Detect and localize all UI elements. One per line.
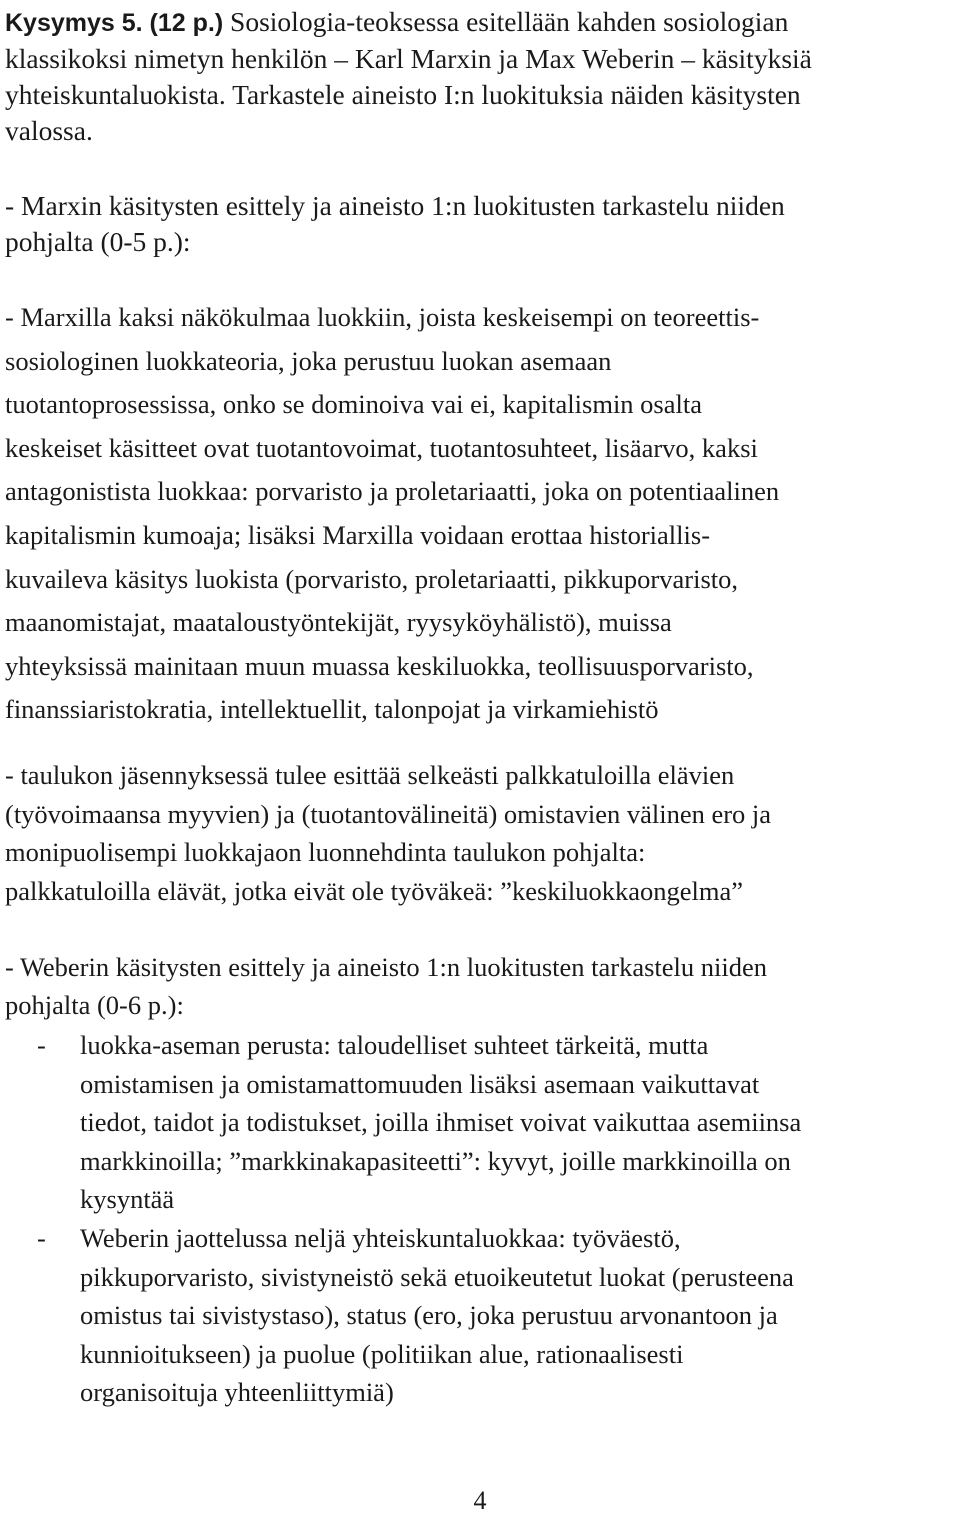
heading-line: - Weberin käsitysten esittely ja aineisto 1:n luokitusten tarkastelu niiden [5,952,768,982]
body-line: finanssiaristokratia, intellektuellit, talonpojat ja virkamiehistö [5,694,659,725]
body-line: - Marxilla kaksi näkökulmaa luokkiin, joista keskeisempi on teoreettis- [5,302,760,332]
item-line: kysyntää [80,1184,175,1215]
weber-bullet-list [5,1026,960,1412]
body-line: yhteyksissä mainitaan muun muassa keskiluokka, teollisuusporvaristo, [5,650,754,681]
item-line: omistamisen ja omistamattomuuden lisäksi asemaan vaikuttavat [80,1068,760,1099]
body-line: palkkatuloilla elävät, jotka eivät ole työväkeä: ”keskiluokkaongelma” [5,876,744,907]
body-line: monipuolisempi luokkajaon luonnehdinta taulukon pohjalta: [5,837,646,868]
marx-body-paragraph [5,296,955,732]
item-line: markkinoilla; ”markkinakapasiteetti”: kyvyt, joille markkinoilla on [80,1145,791,1176]
body-line: - taulukon jäsennyksessä tulee esittää selkeästi palkkatuloilla elävien [5,760,735,790]
item-line: kunnioitukseen) ja puolue (politiikan alue, rationaalisesti [80,1338,684,1369]
list-item [5,1219,960,1412]
dash-bullet: - [37,1030,46,1060]
item-line: tiedot, taidot ja todistukset, joilla ihmiset voivat vaikuttaa asemiinsa [80,1107,802,1138]
body-line: keskeiset käsitteet ovat tuotantovoimat, tuotantosuhteet, lisäarvo, kaksi [5,432,758,463]
question-line [5,4,955,41]
question-line: klassikoksi nimetyn henkilön – Karl Marxin ja Max Weberin – käsityksiä [5,43,812,74]
item-line: pikkuporvaristo, sivistyneistö sekä etuoikeutetut luokat (perusteena [80,1261,794,1292]
item-line: Weberin jaottelussa neljä yhteiskuntaluokkaa: työväestö, [80,1222,681,1253]
heading-line: - Marxin käsitysten esittely ja aineisto 1:n luokitusten tarkastelu niiden [5,190,785,221]
body-line: kuvaileva käsitys luokista (porvaristo, proletariaatti, pikkuporvaristo, [5,563,738,594]
marx-section-heading [5,188,955,260]
question-label: Kysymys 5. (12 p.) [5,9,224,37]
heading-line: pohjalta (0-5 p.): [5,226,191,257]
item-line: luokka-aseman perusta: taloudelliset suhteet tärkeitä, mutta [80,1030,709,1060]
page-number: 4 [473,1486,487,1515]
question-line: yhteiskuntaluokista. Tarkastele aineisto I:n luokituksia näiden käsitysten [5,79,801,110]
body-line: (työvoimaansa myyvien) ja (tuotantovälineitä) omistavien välinen ero ja [5,798,772,829]
item-line: omistus tai sivistystaso), status (ero, joka perustuu arvonantoon ja [80,1300,778,1331]
weber-section-heading [5,948,955,1024]
body-line: sosiologinen luokkateoria, joka perustuu luokan asemaan [5,345,612,376]
marx-table-paragraph [5,756,955,911]
list-item [5,1026,960,1219]
question-line: valossa. [5,115,93,146]
item-line: organisoituja yhteenliittymiä) [80,1377,394,1408]
heading-line: pohjalta (0-6 p.): [5,990,184,1020]
question-prompt [5,4,955,149]
body-line: kapitalismin kumoaja; lisäksi Marxilla voidaan erottaa historiallis- [5,519,711,550]
body-line: tuotantoprosessissa, onko se dominoiva vai ei, kapitalismin osalta [5,389,702,420]
body-line: maanomistajat, maataloustyöntekijät, ryysyköyhälistö), muissa [5,607,672,638]
question-line-text: Sosiologia-teoksessa esitellään kahden sosiologian [223,6,789,37]
dash-bullet: - [37,1222,46,1253]
body-line: antagonistista luokkaa: porvaristo ja proletariaatti, joka on potentiaalinen [5,476,780,507]
